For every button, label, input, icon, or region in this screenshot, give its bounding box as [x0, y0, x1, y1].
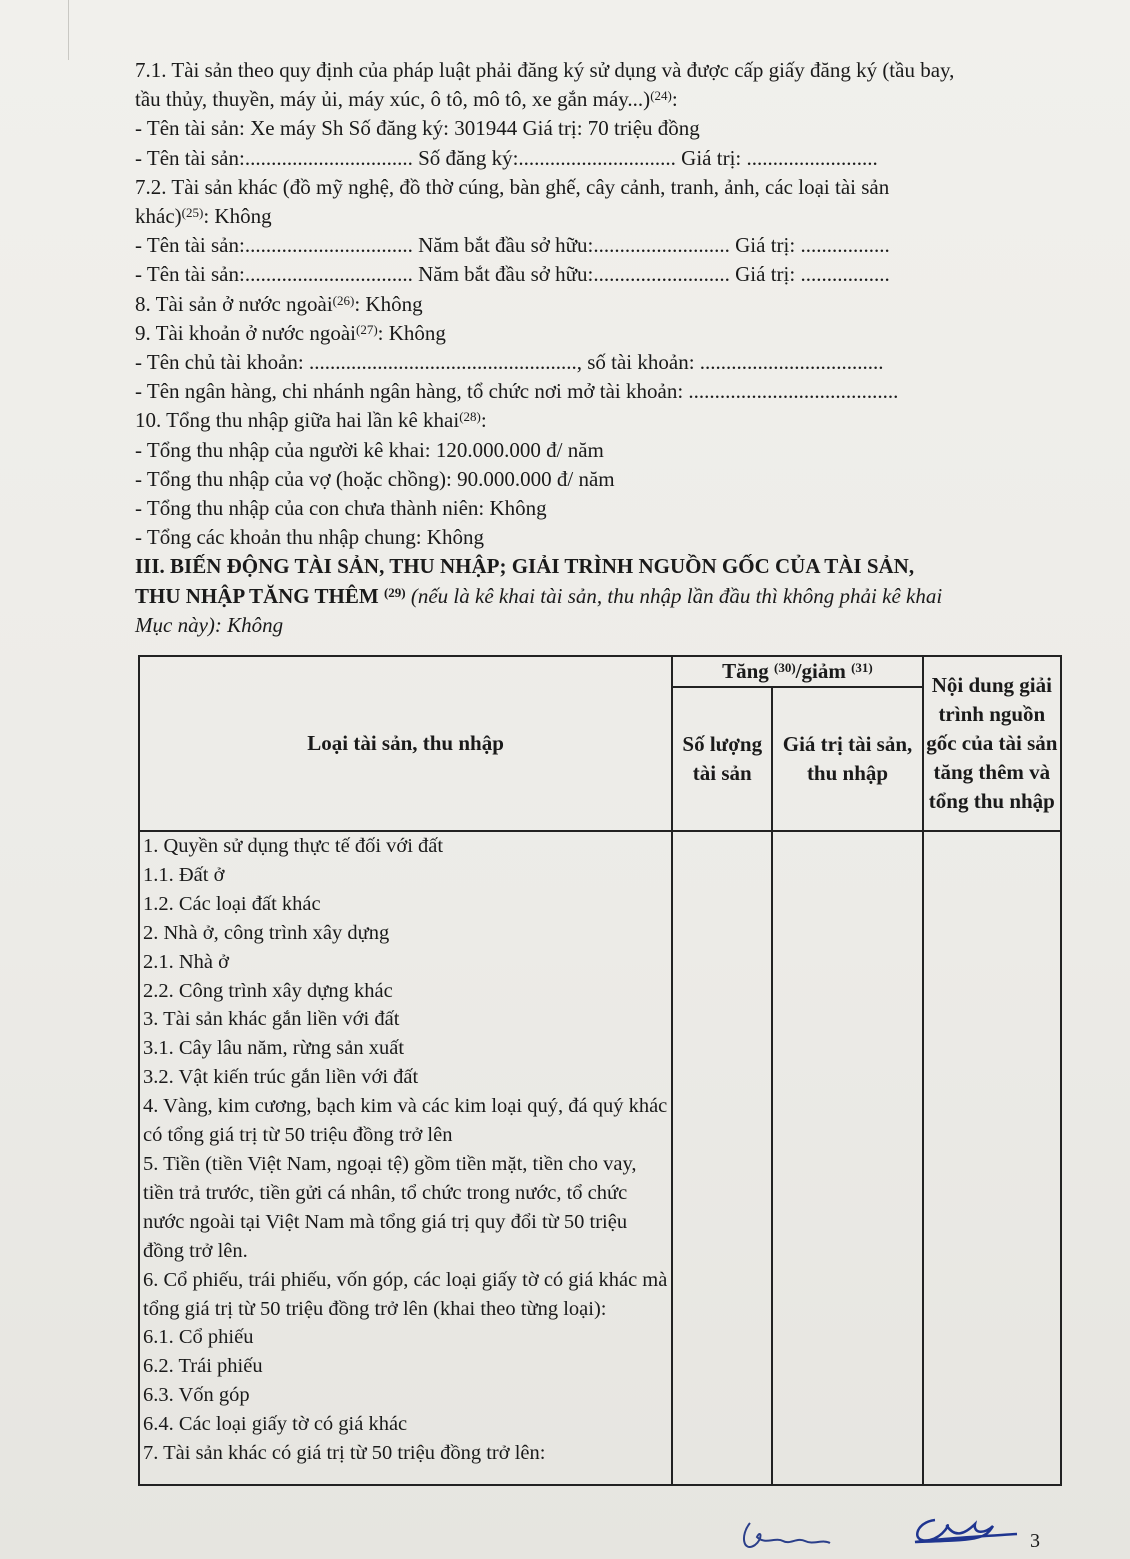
asset-type-item: 3.2. Vật kiến trúc gắn liền với đất	[143, 1066, 419, 1089]
header-value: Giá trị tài sản, thu nhập	[772, 687, 922, 831]
signature-1	[735, 1515, 835, 1559]
header-explanation: Nội dung giải trình nguồn gốc của tài sản tăng thêm và tổng thu nhập	[923, 656, 1061, 831]
asset-type-item: 7. Tài sản khác có giá trị từ 50 triệu đồng trở lên:	[143, 1442, 546, 1465]
asset-type-item: 2.1. Nhà ở	[143, 950, 229, 973]
declaration-text	[135, 56, 1075, 640]
header-increase-decrease: Tăng $^{(30)}$/giảm $^{(31)}$	[672, 656, 923, 687]
asset-type-item: 6.3. Vốn góp	[143, 1384, 250, 1407]
asset-type-item: 4. Vàng, kim cương, bạch kim và các kim loại quý, đá quý khác có tổng giá trị từ 50 triệu đồng trở lên	[143, 1095, 668, 1147]
line: - Tên chủ tài khoản: ..................................................., số tài khoản: ...................................	[135, 350, 884, 375]
value-cell[interactable]	[772, 831, 922, 1485]
line: tầu thủy, thuyền, máy ủi, máy xúc, ô tô, mô tô, xe gắn máy...)$^{(24)}$:	[135, 87, 678, 112]
line: khác)$^{(25)}$: Không	[135, 204, 272, 229]
line: 8. Tài sản ở nước ngoài$^{(26)}$: Không	[135, 291, 423, 316]
header-asset-type: Loại tài sản, thu nhập	[139, 656, 672, 831]
line: - Tên tài sản: Xe máy Sh Số đăng ký: 301944 Giá trị: 70 triệu đồng	[135, 116, 700, 141]
asset-change-table	[138, 655, 1062, 1486]
line: - Tên tài sản:................................ Năm bắt đầu sở hữu:.......................... Giá trị: .................	[135, 233, 890, 258]
asset-type-item: 6.1. Cổ phiếu	[143, 1326, 254, 1349]
asset-type-item: 2.2. Công trình xây dựng khác	[143, 979, 393, 1002]
explanation-cell[interactable]	[923, 831, 1061, 1485]
asset-type-item: 3.1. Cây lâu năm, rừng sản xuất	[143, 1037, 405, 1060]
line: 7.2. Tài sản khác (đồ mỹ nghệ, đồ thờ cúng, bàn ghế, cây cảnh, tranh, ảnh, các loại tài sản	[135, 174, 890, 199]
line: 7.1. Tài sản theo quy định của pháp luật phải đăng ký sử dụng và được cấp giấy đăng ký (tầu bay,	[135, 58, 955, 82]
asset-type-item: 1. Quyền sử dụng thực tế đối với đất	[143, 835, 444, 857]
asset-type-item: 2. Nhà ở, công trình xây dựng	[143, 921, 390, 944]
line: - Tên tài sản:................................ Năm bắt đầu sở hữu:.......................... Giá trị: .................	[135, 262, 890, 287]
asset-type-item: 6.2. Trái phiếu	[143, 1355, 263, 1378]
section-heading: III. BIẾN ĐỘNG TÀI SẢN, THU NHẬP; GIẢI TRÌNH NGUỒN GỐC CỦA TÀI SẢN,	[135, 554, 915, 579]
line: 10. Tổng thu nhập giữa hai lần kê khai$^{(28)}$:	[135, 408, 487, 433]
asset-type-item: 6. Cổ phiếu, trái phiếu, vốn góp, các loại giấy tờ có giá khác mà tổng giá trị từ 50 triệu đồng trở lên (khai theo từng loại):	[143, 1268, 668, 1320]
line: - Tổng thu nhập của vợ (hoặc chồng): 90.000.000 đ/ năm	[135, 466, 615, 491]
line: - Tổng các khoản thu nhập chung: Không	[135, 525, 484, 550]
line: - Tổng thu nhập của con chưa thành niên: Không	[135, 496, 547, 521]
asset-type-item: 3. Tài sản khác gắn liền với đất	[143, 1008, 400, 1031]
asset-type-item: 1.2. Các loại đất khác	[143, 892, 321, 915]
asset-type-item: 6.4. Các loại giấy tờ có giá khác	[143, 1413, 408, 1436]
line: 9. Tài khoản ở nước ngoài$^{(27)}$: Không	[135, 320, 446, 345]
signature-2	[905, 1512, 1020, 1552]
page-number: 3	[1030, 1530, 1040, 1552]
header-quantity: Số lượng tài sản	[672, 687, 772, 831]
page-edge	[68, 0, 69, 60]
quantity-cell[interactable]	[672, 831, 772, 1485]
line: - Tên tài sản:................................ Số đăng ký:.............................. Giá trị: .........................	[135, 145, 878, 170]
asset-type-item: 5. Tiền (tiền Việt Nam, ngoại tệ) gồm tiền mặt, tiền cho vay, tiền trả trước, tiền gửi cá nhân, tổ chức trong nước, tổ chức nước ngoài tại Việt Nam mà tổng giá trị quy đổi từ 50 triệu đồng trở lên.	[143, 1152, 637, 1262]
line: - Tổng thu nhập của người kê khai: 120.000.000 đ/ năm	[135, 437, 604, 462]
section-note: Mục này): Không	[135, 612, 284, 637]
asset-type-list	[139, 831, 672, 1485]
section-heading: THU NHẬP TĂNG THÊM $^{(29)}$ (nếu là kê khai tài sản, thu nhập lần đầu thì không phải kê khai	[135, 583, 943, 608]
asset-type-item: 1.1. Đất ở	[143, 863, 225, 886]
line: - Tên ngân hàng, chi nhánh ngân hàng, tổ chức nơi mở tài khoản: ........................................	[135, 379, 899, 404]
